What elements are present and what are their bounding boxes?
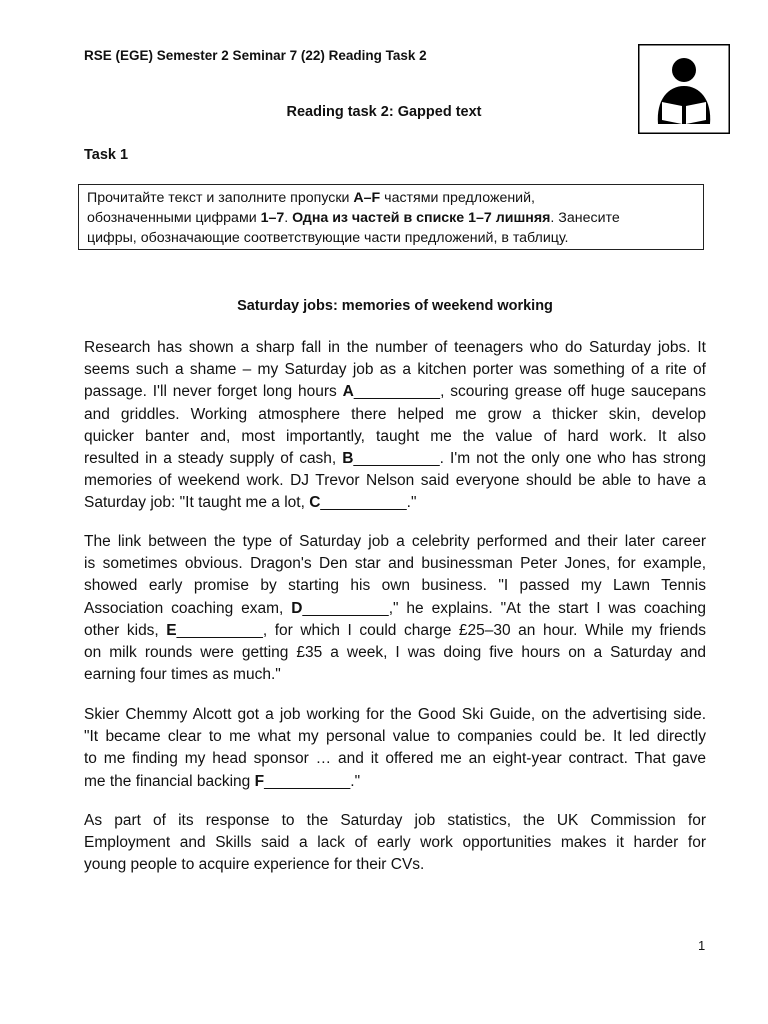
text-run: other kids, bbox=[84, 621, 167, 639]
instruction-text: обозначенными цифрами bbox=[87, 210, 261, 226]
instruction-line-2 bbox=[87, 208, 703, 228]
instruction-emphasis: 1–7 bbox=[260, 210, 285, 226]
paragraph-line: on milk rounds were getting £35 a week, I was doing five hours on a Saturday and bbox=[84, 643, 706, 661]
instruction-line-3: цифры, обозначающие соответствующие части предложений, в таблицу. bbox=[87, 230, 569, 246]
gap-label-b: B bbox=[342, 449, 354, 467]
gap-blank-e: __________ bbox=[176, 621, 263, 639]
text-run: ." bbox=[350, 772, 361, 790]
paragraph-3 bbox=[84, 704, 706, 793]
instruction-text: . Занесите bbox=[550, 210, 620, 226]
paragraph-line bbox=[84, 771, 706, 793]
paragraph-4 bbox=[84, 810, 706, 877]
gap-blank-d: __________ bbox=[302, 599, 389, 617]
paragraph-line bbox=[84, 620, 706, 642]
text-run: me the financial backing bbox=[84, 772, 255, 790]
gap-blank-a: __________ bbox=[353, 383, 441, 401]
paragraph-line: and griddles. Working atmosphere there helped me grow a thicker skin, develop bbox=[84, 405, 706, 423]
text-run: passage. I'll never forget long hours bbox=[84, 383, 343, 401]
paragraph-2 bbox=[84, 531, 706, 686]
task-label: Task 1 bbox=[84, 147, 129, 163]
text-run: Association coaching exam, bbox=[84, 599, 292, 617]
instruction-line-1 bbox=[87, 188, 703, 208]
paragraph-line bbox=[84, 598, 706, 620]
paragraph-line bbox=[84, 448, 706, 470]
instruction-emphasis: Одна из частей в списке 1–7 лишняя bbox=[292, 210, 551, 226]
document-title: Reading task 2: Gapped text bbox=[286, 104, 482, 120]
text-run: Saturday job: "It taught me a lot, bbox=[84, 494, 310, 512]
gap-label-a: A bbox=[342, 383, 354, 401]
gap-label-e: E bbox=[166, 621, 177, 639]
text-run: ," he explains. "At the start I was coaching bbox=[388, 599, 706, 617]
text-run: resulted in a steady supply of cash, bbox=[84, 449, 343, 467]
page-number: 1 bbox=[698, 938, 706, 953]
gap-blank-b: __________ bbox=[353, 449, 440, 467]
paragraph-line: is sometimes obvious. Dragon's Den star and businessman Peter Jones, for example, bbox=[84, 555, 706, 573]
instruction-text: Прочитайте текст и заполните пропуски bbox=[87, 190, 354, 206]
paragraph-line: earning four times as much." bbox=[84, 666, 281, 684]
gap-label-d: D bbox=[291, 599, 303, 617]
text-run: ." bbox=[406, 494, 417, 512]
paragraph-line: The link between the type of Saturday job a celebrity performed and their later career bbox=[84, 533, 706, 550]
instruction-text: частями предложений, bbox=[380, 190, 535, 206]
gap-label-c: C bbox=[309, 494, 321, 512]
person-reading-book-icon bbox=[638, 44, 730, 134]
gap-blank-f: __________ bbox=[264, 772, 351, 790]
paragraph-line: quicker banter and, most importantly, taught me the value of hard work. It also bbox=[84, 427, 706, 445]
gap-blank-c: __________ bbox=[320, 494, 407, 512]
instruction-emphasis: A–F bbox=[353, 190, 381, 206]
paragraph-line: showed early promise by starting his own business. "I passed my Lawn Tennis bbox=[84, 577, 706, 595]
instruction-text: . bbox=[284, 210, 293, 226]
text-title: Saturday jobs: memories of weekend working bbox=[237, 298, 553, 314]
text-run: , for which I could charge £25–30 an hour. While my friends bbox=[262, 621, 707, 639]
paragraph-line: memories of weekend work. DJ Trevor Nelson said everyone should be able to have a bbox=[84, 472, 706, 490]
instruction-box bbox=[78, 184, 704, 250]
document-header: RSE (EGE) Semester 2 Seminar 7 (22) Reading Task 2 bbox=[84, 48, 427, 63]
paragraph-line: Employment and Skills said a lack of early work opportunities makes it harder for bbox=[84, 834, 706, 852]
text-run: . I'm not the only one who has strong bbox=[439, 449, 706, 467]
paragraph-line: seems such a shame – my Saturday job as a kitchen porter was something of a rite of bbox=[84, 361, 706, 379]
gap-label-f: F bbox=[254, 772, 265, 790]
paragraph-line: to me finding my head sponsor … and it offered me an eight-year contract. That gave bbox=[84, 750, 706, 768]
paragraph-line bbox=[84, 492, 706, 514]
paragraph-line: young people to acquire experience for their CVs. bbox=[84, 856, 425, 874]
paragraph-line: Skier Chemmy Alcott got a job working for the Good Ski Guide, on the advertising side. bbox=[84, 706, 706, 723]
paragraph-line: As part of its response to the Saturday job statistics, the UK Commission for bbox=[84, 812, 706, 829]
paragraph-line: "It became clear to me what my personal value to companies could be. It led directly bbox=[84, 728, 706, 746]
paragraph-1 bbox=[84, 337, 706, 515]
paragraph-line bbox=[84, 381, 706, 403]
text-run: , scouring grease off huge saucepans bbox=[440, 383, 706, 401]
paragraph-line: Research has shown a sharp fall in the number of teenagers who do Saturday jobs. It bbox=[84, 339, 706, 356]
